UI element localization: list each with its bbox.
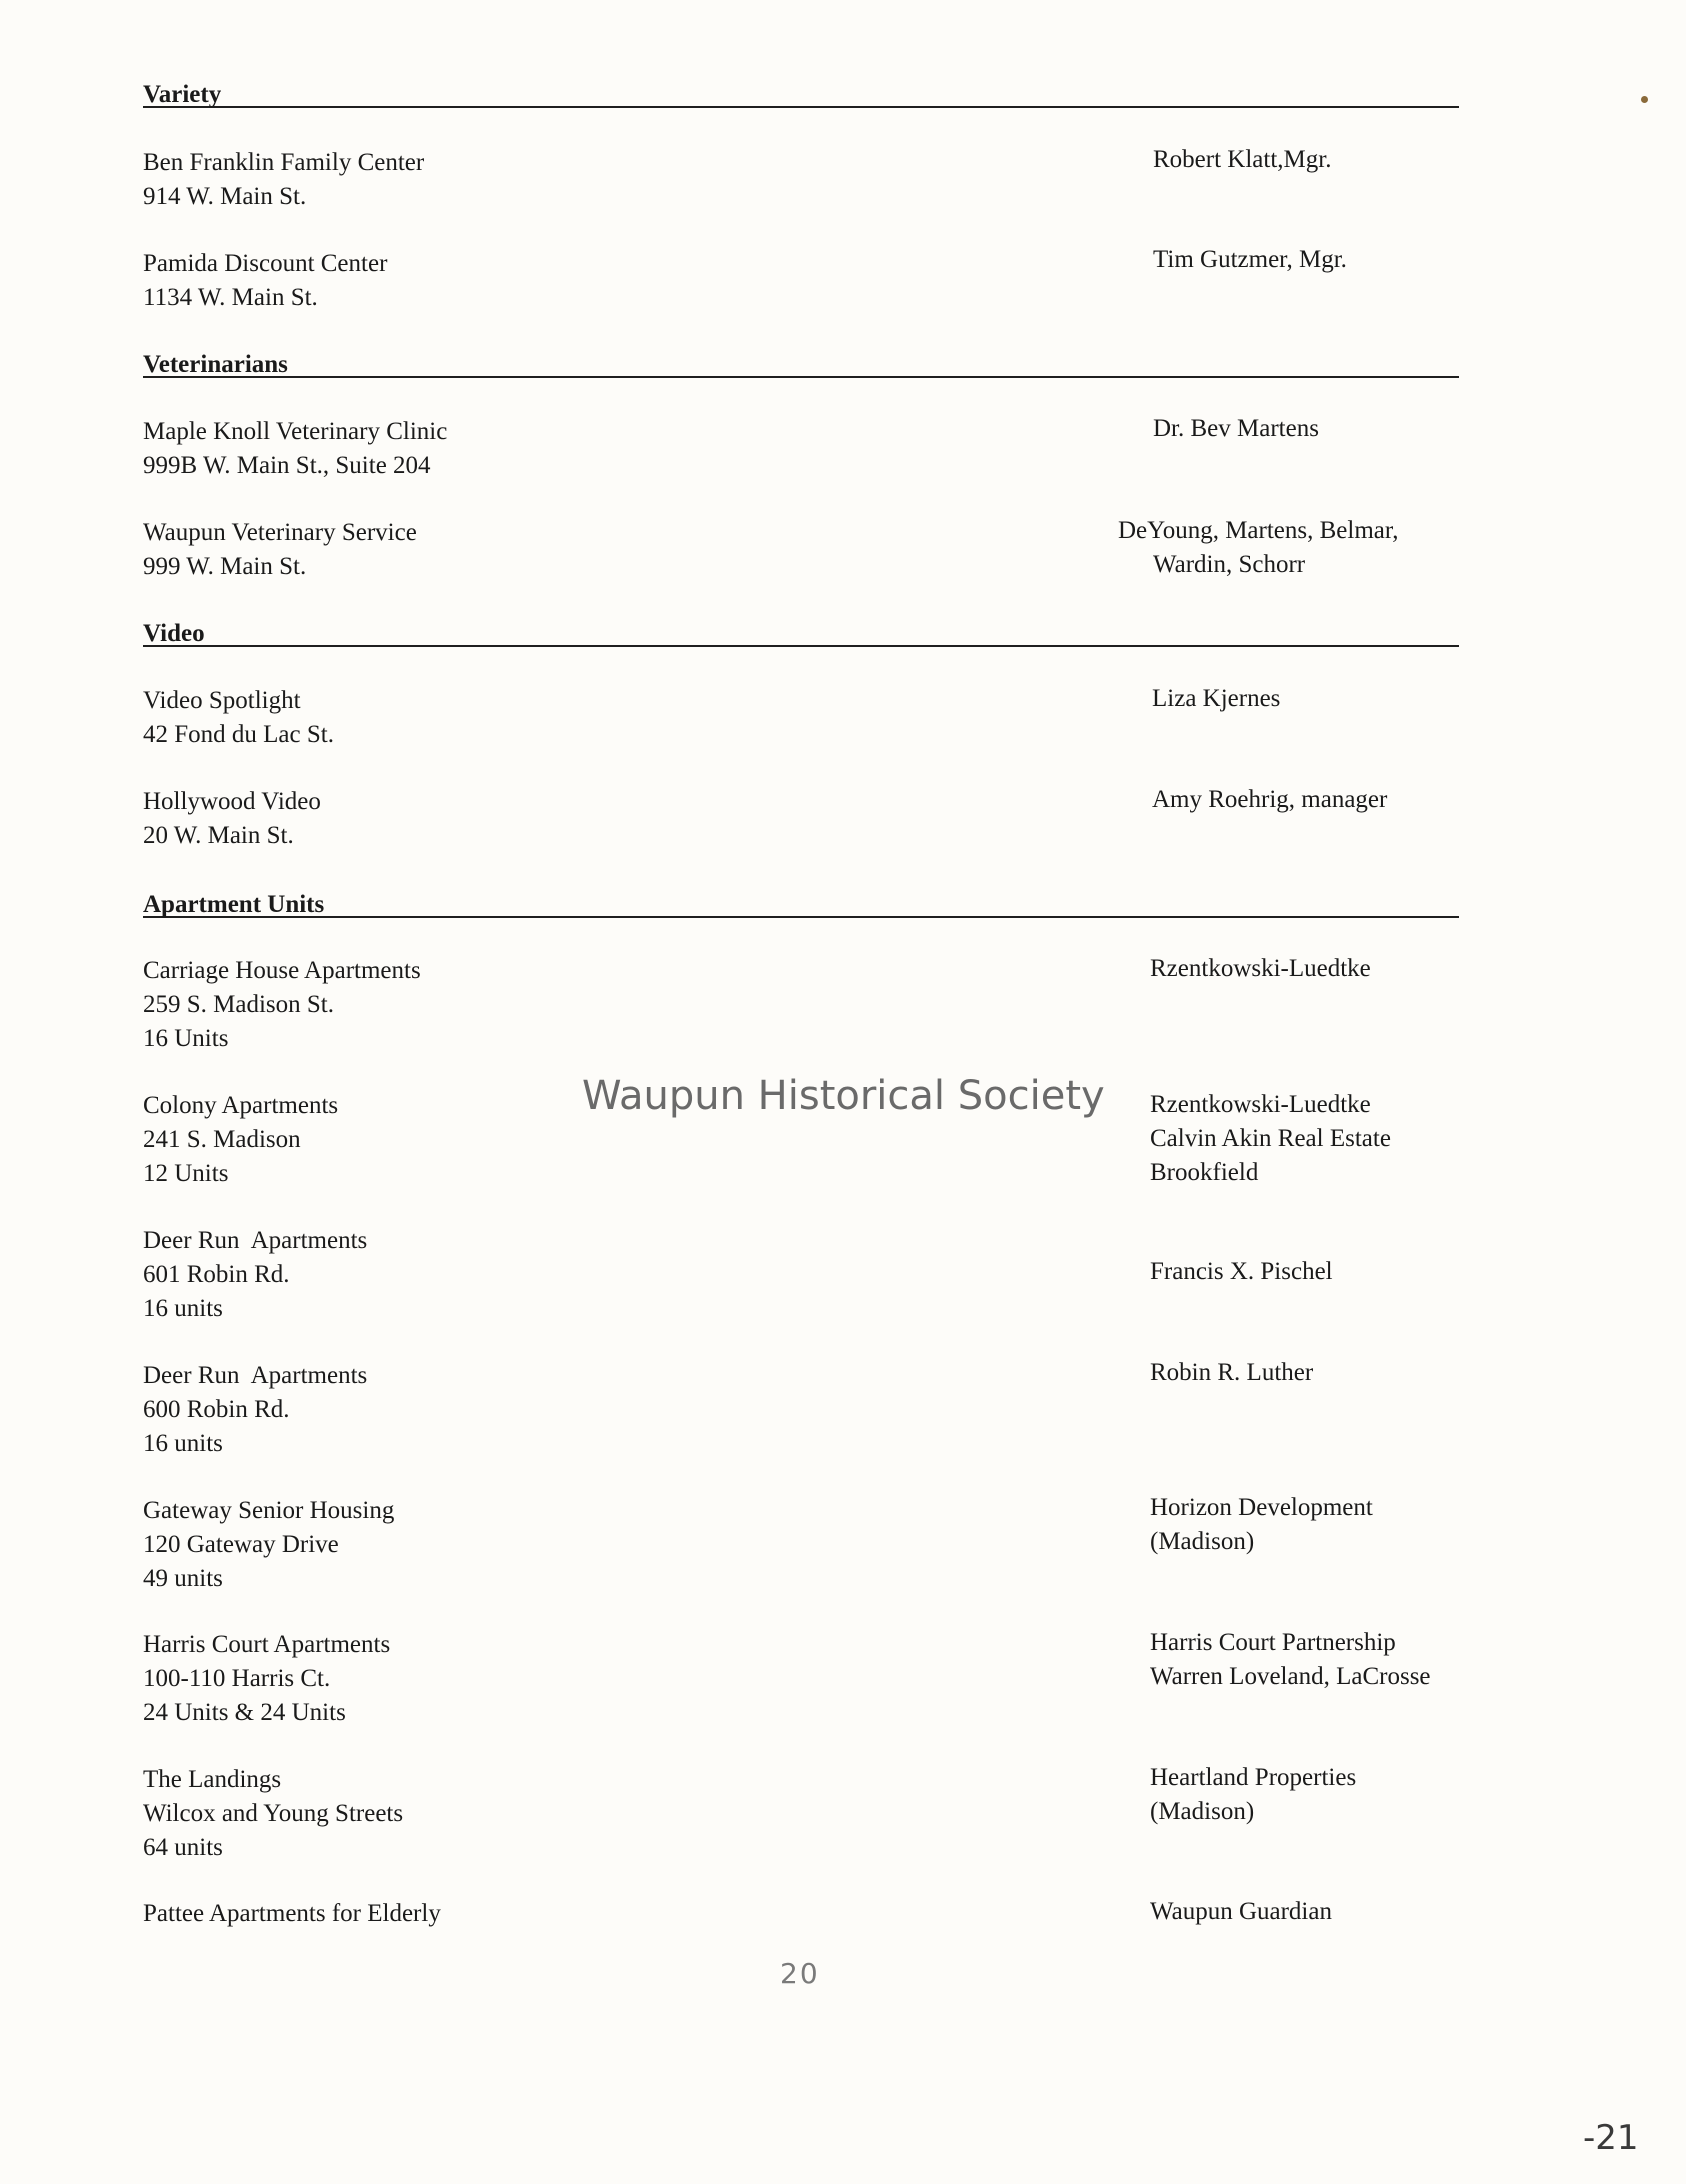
business-name: Carriage House Apartments [143, 957, 421, 984]
contact-line: Warren Loveland, LaCrosse [1150, 1663, 1431, 1690]
business-name: Harris Court Apartments [143, 1631, 391, 1658]
business-name: Deer Run Apartments [143, 1227, 368, 1254]
unit-count: 16 Units [143, 1025, 229, 1052]
section-heading-video [143, 615, 1459, 647]
listing-contact [1153, 143, 1331, 177]
contact-line: Rzentkowski-Luedtke [1150, 955, 1371, 982]
listing-entry [143, 146, 424, 214]
section-heading-variety [143, 76, 1459, 108]
business-address: 120 Gateway Drive [143, 1531, 339, 1558]
contact-name: Amy Roehrig, manager [1152, 786, 1388, 813]
contact-line: Waupun Guardian [1150, 1898, 1332, 1925]
business-address: 601 Robin Rd. [143, 1261, 290, 1288]
listing-contact [1150, 1626, 1431, 1694]
listing-contact [1150, 952, 1371, 986]
listing-entry [143, 785, 321, 853]
section-heading-apartment-units [143, 886, 1459, 918]
listing-entry [143, 684, 334, 752]
business-address: 241 S. Madison [143, 1126, 301, 1153]
business-address: 100-110 Harris Ct. [143, 1665, 331, 1692]
handwritten-page-mark: -21 [1583, 2118, 1639, 2158]
unit-count: 64 units [143, 1834, 223, 1861]
business-address: 259 S. Madison St. [143, 991, 335, 1018]
business-address: 600 Robin Rd. [143, 1396, 290, 1423]
contact-line: Calvin Akin Real Estate [1150, 1125, 1391, 1152]
section-heading-veterinarians [143, 346, 1459, 378]
listing-contact [1150, 1255, 1333, 1289]
listing-entry [143, 1359, 367, 1461]
paper-speck [1641, 96, 1648, 103]
listing-entry [143, 1897, 441, 1931]
section-heading-label: Video [143, 620, 205, 647]
page-number: 20 [780, 1957, 820, 1990]
listing-contact [1152, 682, 1280, 716]
listing-entry [143, 415, 447, 483]
business-name: The Landings [143, 1766, 282, 1793]
watermark: Waupun Historical Society [582, 1073, 1105, 1119]
contact-line: Wardin, Schorr [1153, 551, 1306, 578]
unit-count: 12 Units [143, 1160, 229, 1187]
contact-line: DeYoung, Martens, Belmar, [1118, 517, 1399, 544]
listing-contact [1152, 783, 1387, 817]
business-name: Pamida Discount Center [143, 250, 388, 277]
listing-entry [143, 247, 387, 315]
listing-entry [143, 1763, 403, 1865]
business-address: 914 W. Main St. [143, 183, 307, 210]
listing-entry [143, 1494, 394, 1596]
listing-entry [143, 516, 417, 584]
contact-line: (Madison) [1150, 1528, 1255, 1555]
business-name: Pattee Apartments for Elderly [143, 1900, 441, 1927]
business-name: Ben Franklin Family Center [143, 149, 425, 176]
listing-entry [143, 1089, 338, 1191]
listing-contact [1118, 514, 1398, 582]
unit-count: 49 units [143, 1565, 223, 1592]
business-name: Deer Run Apartments [143, 1362, 368, 1389]
business-address: 20 W. Main St. [143, 822, 294, 849]
listing-contact [1150, 1356, 1313, 1390]
contact-line: Robin R. Luther [1150, 1359, 1314, 1386]
contact-line: Brookfield [1150, 1159, 1259, 1186]
contact-line: Francis X. Pischel [1150, 1258, 1333, 1285]
business-name: Gateway Senior Housing [143, 1497, 395, 1524]
business-address: 999 W. Main St. [143, 553, 307, 580]
contact-line: (Madison) [1150, 1798, 1255, 1825]
unit-count: 16 units [143, 1295, 223, 1322]
contact-name: Robert Klatt,Mgr. [1153, 146, 1332, 173]
contact-line: Rzentkowski-Luedtke [1150, 1091, 1371, 1118]
business-name: Colony Apartments [143, 1092, 339, 1119]
listing-contact [1153, 412, 1319, 446]
unit-count: 24 Units & 24 Units [143, 1699, 346, 1726]
business-name: Hollywood Video [143, 788, 321, 815]
listing-entry [143, 1628, 390, 1730]
section-heading-label: Veterinarians [143, 351, 288, 378]
listing-contact [1150, 1895, 1332, 1929]
business-name: Waupun Veterinary Service [143, 519, 417, 546]
contact-name: Tim Gutzmer, Mgr. [1153, 246, 1347, 273]
business-name: Maple Knoll Veterinary Clinic [143, 418, 448, 445]
unit-count: 16 units [143, 1430, 223, 1457]
contact-line: Harris Court Partnership [1150, 1629, 1396, 1656]
listing-entry [143, 954, 421, 1056]
listing-contact [1150, 1761, 1356, 1829]
contact-name: Liza Kjernes [1152, 685, 1281, 712]
listing-contact [1150, 1088, 1391, 1190]
contact-line: Heartland Properties [1150, 1764, 1357, 1791]
listing-contact [1153, 243, 1347, 277]
contact-name: Dr. Bev Martens [1153, 415, 1319, 442]
listing-contact [1150, 1491, 1373, 1559]
contact-line: Horizon Development [1150, 1494, 1373, 1521]
business-address: 1134 W. Main St. [143, 284, 318, 311]
business-address: Wilcox and Young Streets [143, 1800, 404, 1827]
business-name: Video Spotlight [143, 687, 301, 714]
business-address: 999B W. Main St., Suite 204 [143, 452, 431, 479]
section-heading-label: Variety [143, 81, 222, 108]
business-address: 42 Fond du Lac St. [143, 721, 334, 748]
section-heading-label: Apartment Units [143, 891, 325, 918]
listing-entry [143, 1224, 367, 1326]
